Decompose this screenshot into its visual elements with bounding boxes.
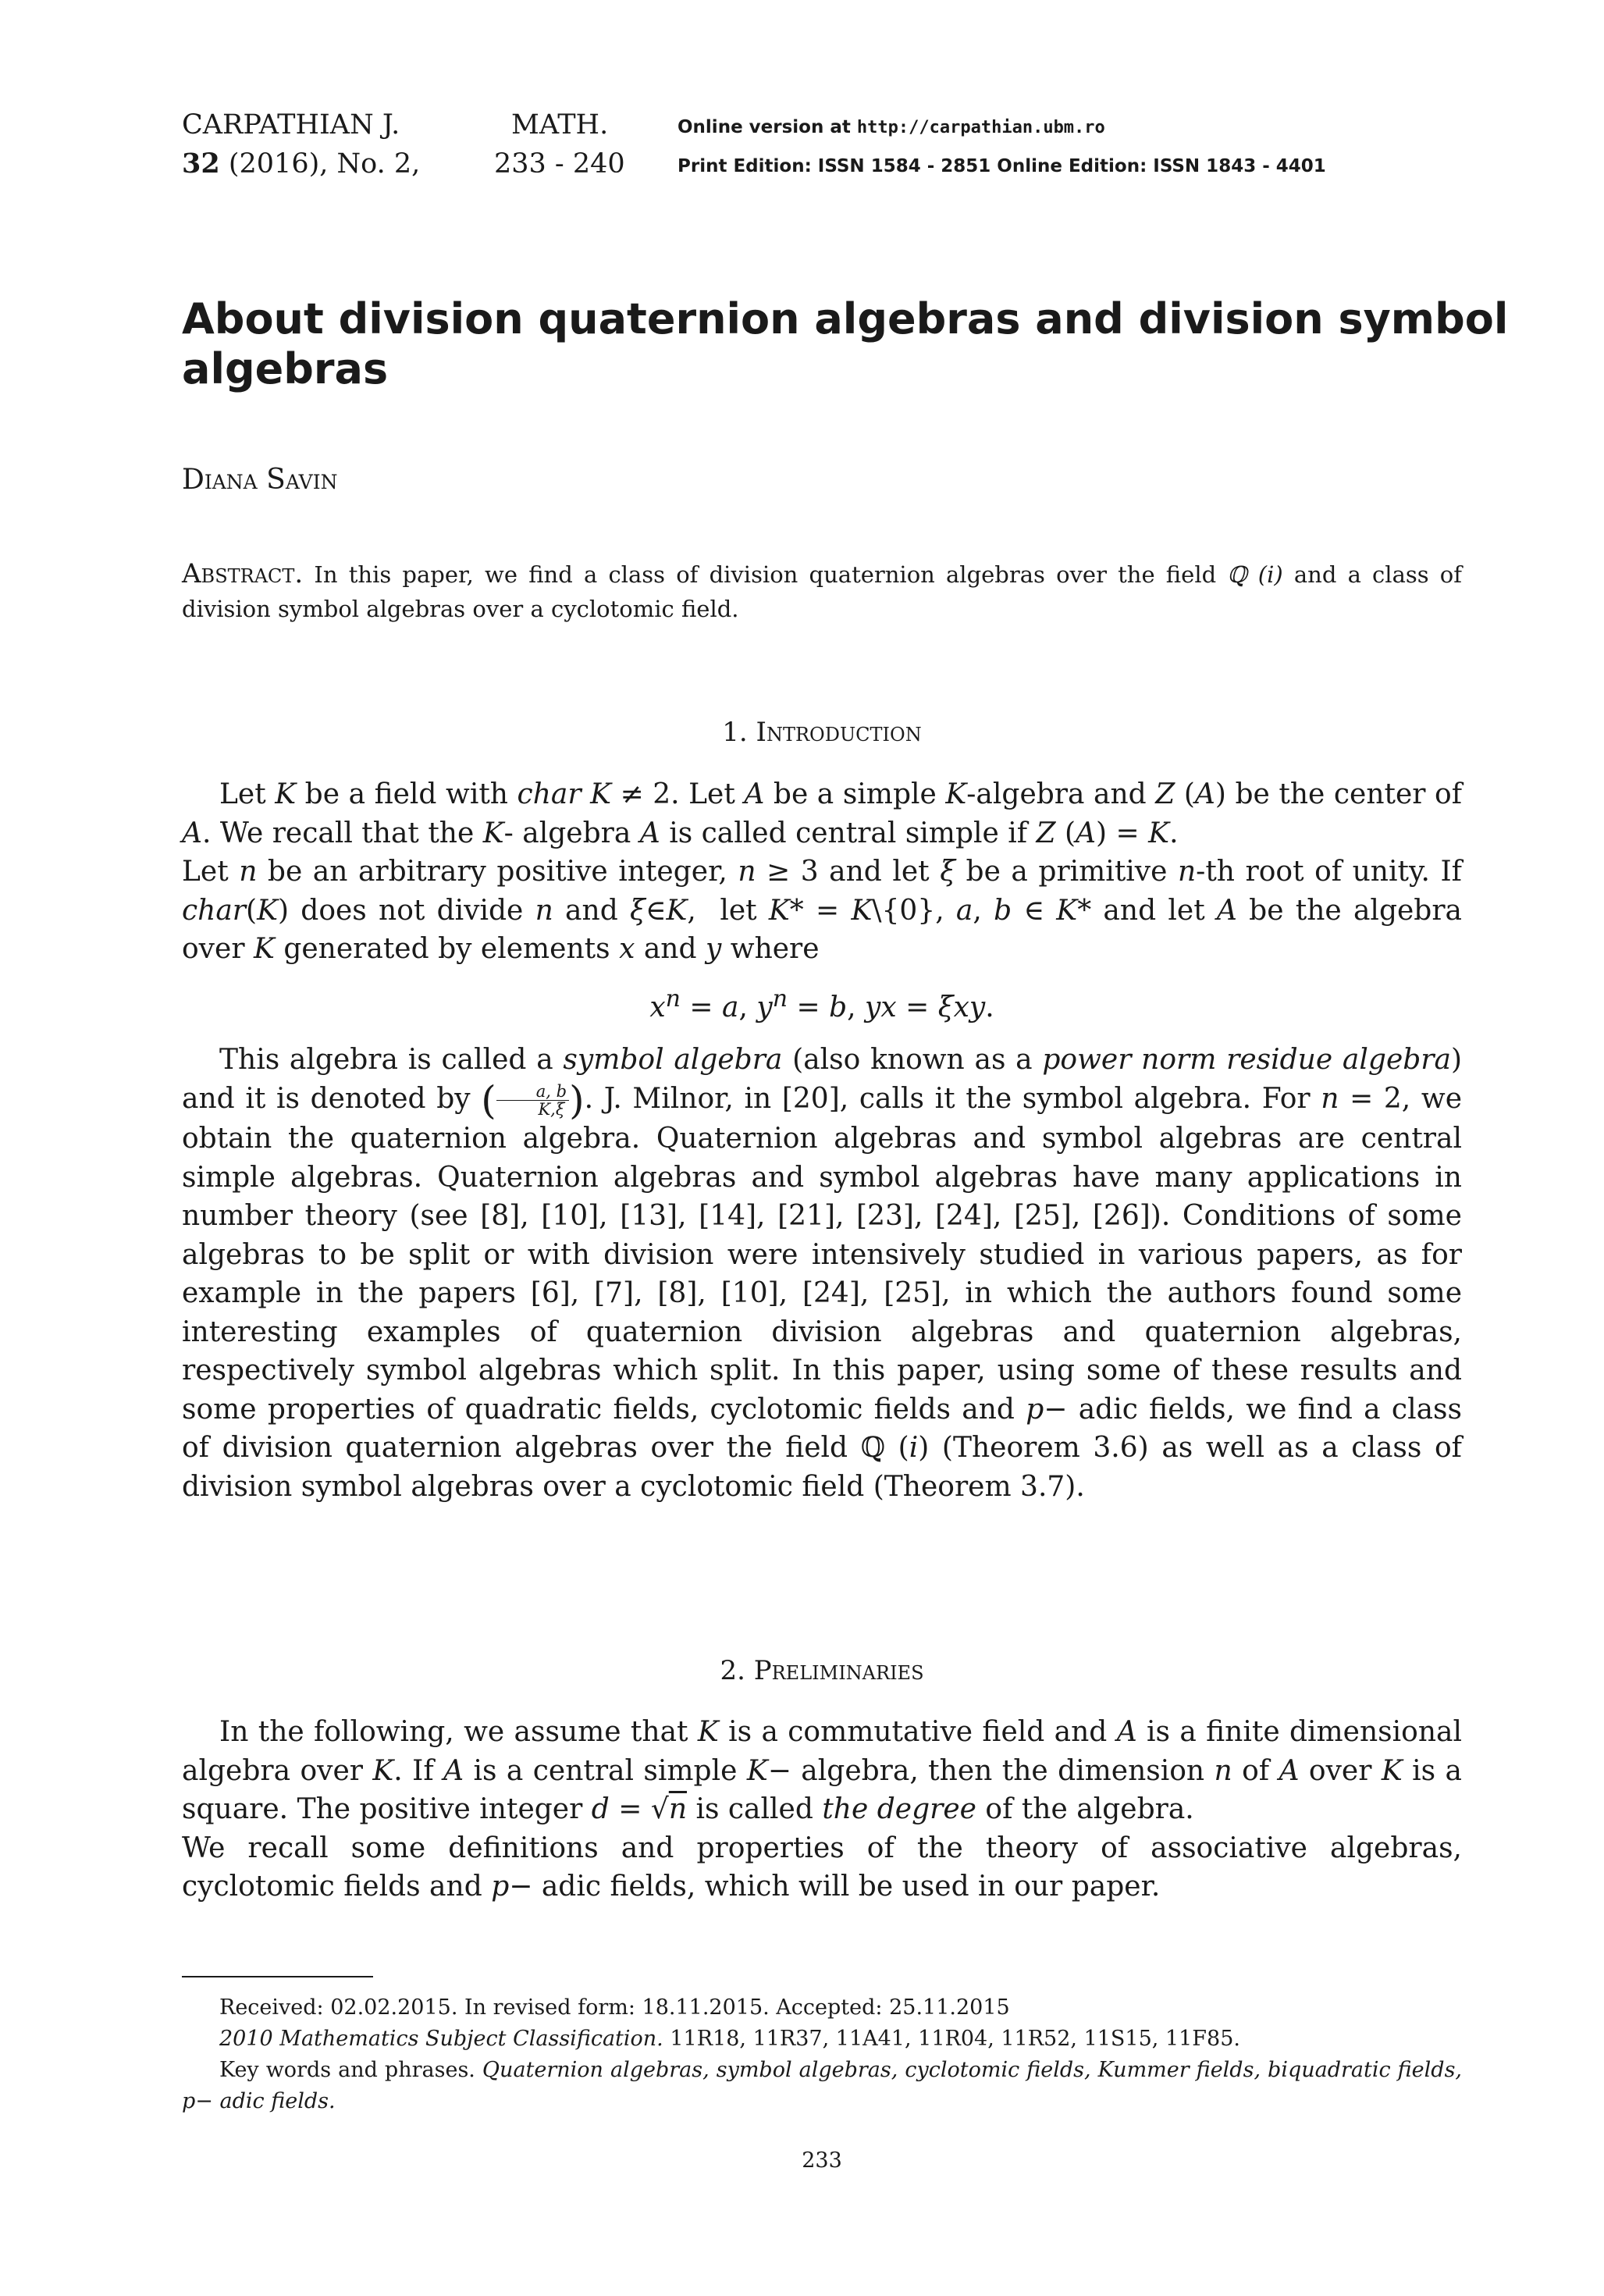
journal-subject: MATH. [511,109,609,141]
paper-title: About division quaternion algebras and division symbol algebras [182,294,1509,393]
author-name: Diana Savin [182,464,338,496]
online-version: Online version at http://carpathian.ubm.ro [678,117,1105,137]
section-heading-introduction: 1. Introduction [722,717,922,748]
received-dates: Received: 02.02.2015. In revised form: 18.11.2015. Accepted: 25.11.2015 [219,1995,1010,2020]
abstract-label: Abstract. [182,558,304,589]
preliminaries-body: In the following, we assume that K is a commutative field and A is a finite dimensional algebra over K. If A is a central simple K− algebra, then the dimension n of A over K is a square. The positive integer d = √n is called the degree of the algebra. We recall some definitions and properties of the theory of associative algebras, cyclotomic fields and p− adic fields, which will be used in our paper. [182,1716,1463,1903]
footnote-rule [182,1976,373,1977]
msc-classification: 2010 Mathematics Subject Classification. 11R18, 11R37, 11A41, 11R04, 11R52, 11S15, 11F85. [219,2027,1240,2051]
page-number: 233 [802,2148,842,2173]
journal-name: CARPATHIAN J. [182,109,400,141]
page-range: 233 - 240 [494,148,625,180]
section-heading-preliminaries: 2. Preliminaries [720,1655,924,1686]
footnotes [182,1992,1462,2117]
abstract: Abstract. In this paper, we find a class of division quaternion algebras over the field ℚ (i) and a class of division symbol algebras over a cyclotomic field. [182,558,1462,622]
introduction-body: Let K be a field with char K ≠ 2. Let A be a simple K-algebra and Z (A) be the center of A. We recall that the K- algebra A is called central simple if Z (A) = K. Let n be an arbitrary positive integer, n ≥ 3 and let ξ be a primitive n-th root of unity. If char(K) does not divide n and ξ∈K, let K* = K\{0}, a, b ∈ K* and let A be the algebra over K generated by elements x and y where $x^n = a$, $y^n = b$, yx = ξxy. This algebra is called a symbol algebra (also known as a power norm residue algebra) and it is denoted by ( $\frac{a, b}{K,\xi}$ ). J. Milnor, in [20], calls it the symbol algebra. For n = 2, we obtain the quaternion algebra. Quaternion algebras and symbol algebras are central simple algebras. Quaternion algebras and symbol algebras have many applications in number theory (see [8], [10], [13], [14], [21], [23], [24], [25], [26]). Conditions of some algebras to be split or with division were intensively studied in various papers, as for example in the papers [6], [7], [8], [10], [24], [25], in which the authors found some interesting examples of quaternion division algebras and quaternion algebras, respectively symbol algebras which split. In this paper, using some of these results and some properties of quadratic fields, cyclotomic fields and p− adic fields, we find a class of division quaternion algebras over the field ℚ (i) (Theorem 3.6) as well as a class of division symbol algebras over a cyclotomic field (Theorem 3.7). [182,778,1463,1503]
issn-line: Print Edition: ISSN 1584 - 2851 Online Edition: ISSN 1843 - 4401 [678,156,1326,176]
keywords: Key words and phrases. Quaternion algebras, symbol algebras, cyclotomic fields, Kummer fields, biquadratic fields, p− adic fields. [182,2058,1463,2113]
volume-info: 32 (2016), No. 2, [182,148,421,180]
online-url[interactable]: http://carpathian.ubm.ro [856,118,1105,137]
